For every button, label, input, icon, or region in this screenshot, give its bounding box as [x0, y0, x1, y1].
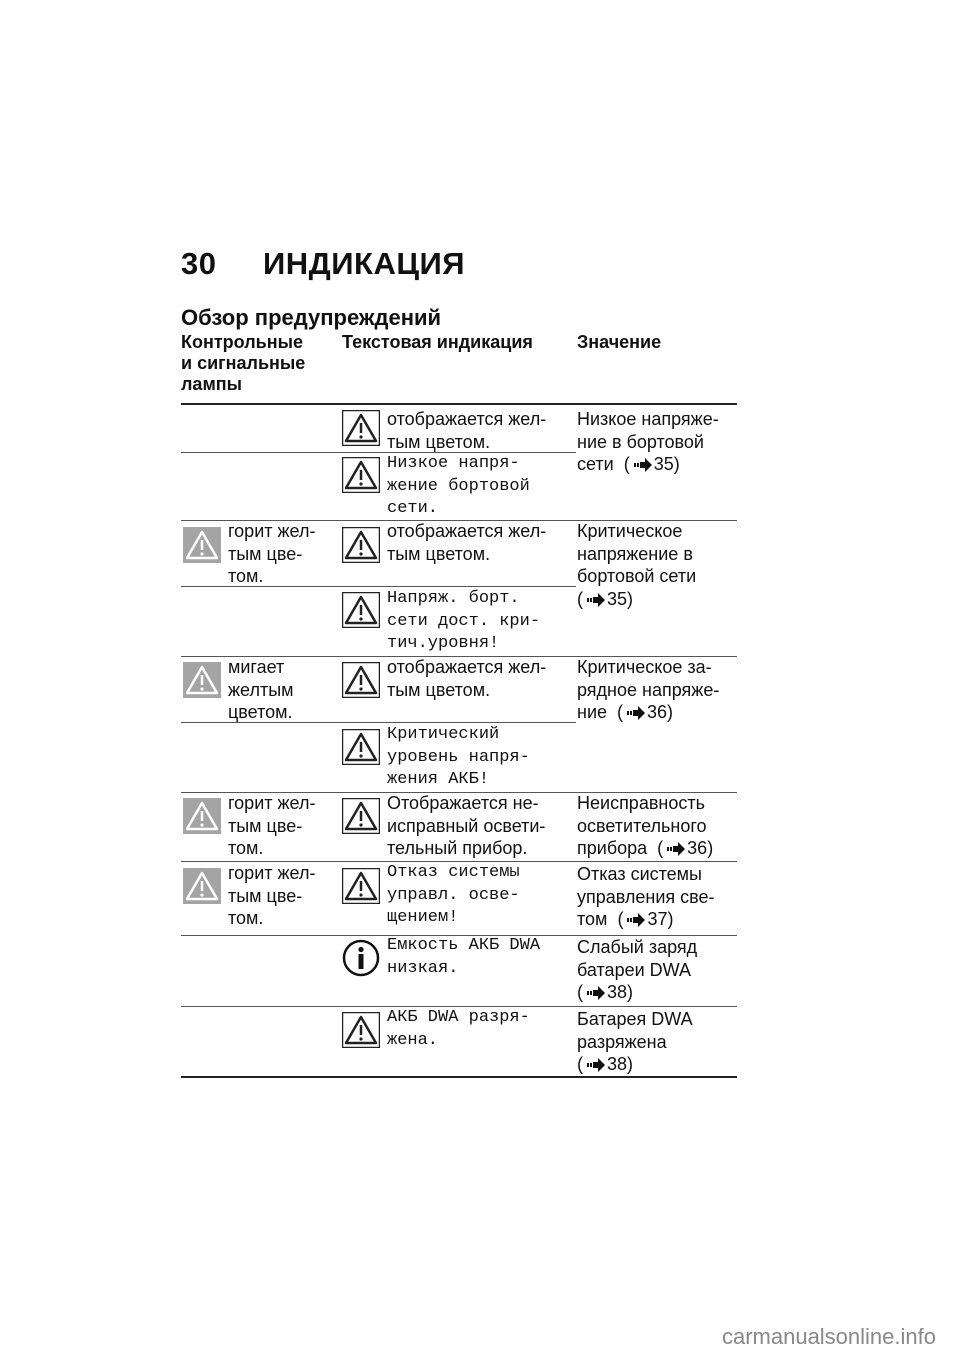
display-text: отображается жел- тым цветом.: [387, 657, 547, 700]
column-header-lamps: Контрольные и сигнальные лампы: [181, 332, 306, 394]
display-text: отображается жел- тым цветом.: [387, 521, 547, 564]
lamp-state-text: горит жел- тым цве- том.: [228, 521, 316, 586]
chapter-title: ИНДИКАЦИЯ: [263, 246, 466, 281]
lamp-state-text: мигает желтым цветом.: [228, 657, 294, 722]
page-header: [181, 246, 465, 282]
meaning-text: Низкое напряже- ние в бортовой сети ( 35): [577, 409, 719, 474]
warning-triangle-icon: [342, 527, 380, 563]
page-ref-arrow-icon: [587, 1058, 605, 1072]
warning-triangle-icon: [342, 798, 380, 834]
row-divider: [181, 722, 576, 723]
display-text: Отображается не- исправный освети- тельный прибор.: [387, 793, 546, 858]
warning-triangle-icon: [342, 729, 380, 765]
warning-lamp-icon: [183, 527, 221, 563]
warning-triangle-icon: [342, 868, 380, 904]
message-text: Напряж. борт. сети дост. кри- тич.уровня!: [387, 589, 541, 653]
warning-lamp-icon: [183, 798, 221, 834]
message-text: Критический уровень напря- жения АКБ!: [387, 725, 530, 789]
lamp-state-text: горит жел- тым цве- том.: [228, 863, 316, 928]
table-top-rule: [181, 403, 737, 405]
page-ref-arrow-icon: [667, 842, 685, 856]
column-header-meaning: Значение: [577, 332, 662, 352]
message-text: Емкость АКБ DWA низкая.: [387, 936, 541, 978]
page-number: 30: [181, 246, 217, 281]
column-header-text: Текстовая индикация: [342, 332, 533, 352]
row-divider: [181, 586, 576, 587]
meaning-text: Слабый заряд батареи DWA ( 38): [577, 937, 698, 1002]
warning-triangle-icon: [342, 410, 380, 446]
meaning-text: Неисправность осветительного прибора ( 36): [577, 793, 714, 858]
meaning-text: Батарея DWA разряжена ( 38): [577, 1009, 693, 1074]
page-ref-arrow-icon: [587, 986, 605, 1000]
info-icon: [342, 939, 380, 977]
message-text: Отказ системы управл. осве- щением!: [387, 863, 520, 927]
warning-lamp-icon: [183, 868, 221, 904]
page-ref-arrow-icon: [587, 593, 605, 607]
page-ref-arrow-icon: [634, 458, 652, 472]
section-title: Обзор предупреждений: [181, 305, 442, 330]
message-text: АКБ DWA разря- жена.: [387, 1008, 530, 1050]
meaning-text: Отказ системы управления све- том ( 37): [577, 864, 715, 929]
warning-triangle-icon: [342, 662, 380, 698]
warning-triangle-icon: [342, 457, 380, 493]
display-text: отображается жел- тым цветом.: [387, 409, 547, 452]
table-bottom-rule: [181, 1076, 737, 1078]
meaning-text: Критическое напряжение в бортовой сети ( 35): [577, 521, 697, 609]
message-text: Низкое напря- жение бортовой сети.: [387, 454, 530, 518]
warning-triangle-icon: [342, 1012, 380, 1048]
footer-watermark: carmanualsonline.info: [721, 1324, 936, 1349]
warning-lamp-icon: [183, 662, 221, 698]
lamp-state-text: горит жел- тым цве- том.: [228, 793, 316, 858]
meaning-text: Критическое за- рядное напряже- ние ( 36): [577, 657, 720, 722]
page-ref-arrow-icon: [627, 706, 645, 720]
page-ref-arrow-icon: [627, 913, 645, 927]
warning-triangle-icon: [342, 592, 380, 628]
